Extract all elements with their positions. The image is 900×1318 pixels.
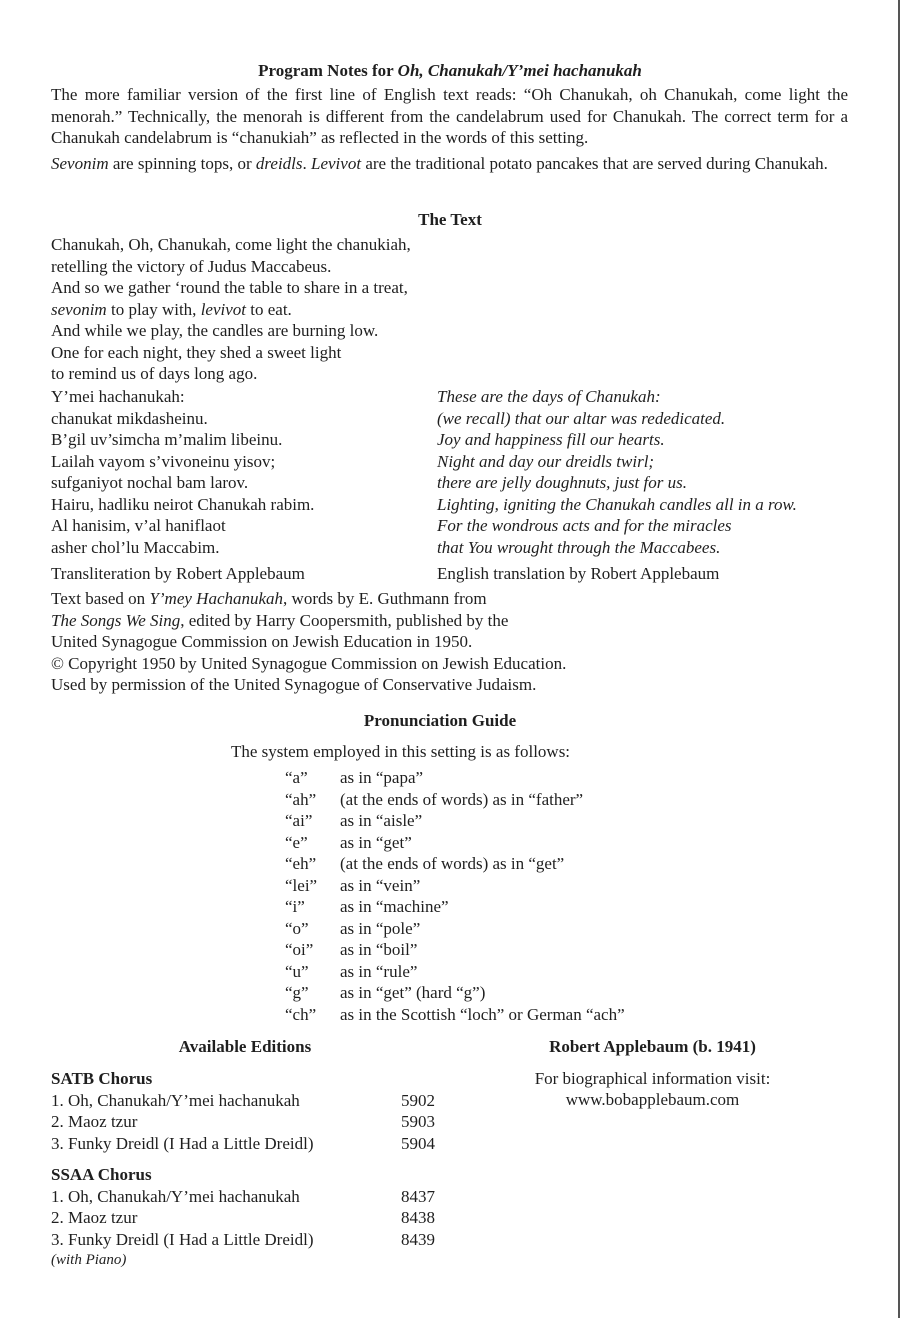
edition-number: 5903 xyxy=(401,1112,435,1131)
edition-row xyxy=(51,1111,451,1133)
pronunciation-key: “g” xyxy=(285,983,309,1002)
source-fragment: , words by E. Guthmann from xyxy=(283,589,487,608)
english-translation xyxy=(437,386,797,558)
hebrew-line: Lailah vayom s’vivoneinu yisov; xyxy=(51,451,276,471)
transliteration-credit: Transliteration by Robert Applebaum xyxy=(51,564,305,583)
word-dreidls: dreidls xyxy=(255,154,303,173)
pronunciation-value: as in “rule” xyxy=(340,961,418,981)
pronunciation-key: “oi” xyxy=(285,940,314,959)
edition-row xyxy=(51,1207,451,1229)
translation-line: Joy and happiness fill our hearts. xyxy=(437,430,665,449)
heading-title: Oh, Chanukah/Y’mei hachanukah xyxy=(397,61,642,80)
translation-line: These are the days of Chanukah: xyxy=(437,387,661,406)
edition-title: 1. Oh, Chanukah/Y’mei hachanukah xyxy=(51,1090,300,1110)
edition-number: 8438 xyxy=(401,1208,435,1227)
pronunciation-row xyxy=(285,896,705,918)
source-line: United Synagogue Commission on Jewish Education in 1950. xyxy=(51,632,473,651)
pronunciation-key: “a” xyxy=(285,768,308,787)
edition-number: 8437 xyxy=(401,1186,435,1206)
pronunciation-row xyxy=(285,961,705,983)
pronunciation-key: “i” xyxy=(285,897,305,916)
editions-heading: Available Editions xyxy=(178,1037,312,1056)
edition-number: 8439 xyxy=(401,1229,435,1249)
notes-paragraph-1: The more familiar version of the first line of English text reads: “Oh Chanukah, oh Chanukah, come light the menorah.” Technically, the menorah is different from the candelabrum used for Chanukah. The correct term for a Chanukah candelabrum is “chanukiah” as reflected in the words of this setting. xyxy=(51,85,848,147)
pronunciation-key: “o” xyxy=(285,918,309,938)
text-heading: The Text xyxy=(418,210,482,229)
hebrew-line: asher chol’lu Maccabim. xyxy=(51,537,220,557)
pronunciation-row xyxy=(285,832,705,854)
pronunciation-value: as in “get” xyxy=(340,832,412,852)
verse-line: Chanukah, Oh, Chanukah, come light the chanukiah, xyxy=(51,235,411,254)
copyright-line: © Copyright 1950 by United Synagogue Commission on Jewish Education. xyxy=(51,653,567,673)
heading-prefix: Program Notes for xyxy=(258,61,398,80)
verse-fragment: to eat. xyxy=(246,299,292,319)
hebrew-line: Hairu, hadliku neirot Chanukah rabim. xyxy=(51,494,315,514)
translation-line: (we recall) that our altar was rededicated. xyxy=(437,408,726,428)
word-sevonim: Sevonim xyxy=(51,154,109,173)
composer-website[interactable]: www.bobapplebaum.com xyxy=(565,1090,740,1109)
pronunciation-value: as in “boil” xyxy=(340,940,418,959)
pronunciation-value: (at the ends of words) as in “get” xyxy=(340,854,565,873)
edition-title: 3. Funky Dreidl (I Had a Little Dreidl) xyxy=(51,1133,314,1153)
pronunciation-value: as in “vein” xyxy=(340,875,421,895)
translation-line: Night and day our dreidls twirl; xyxy=(437,451,655,471)
verse-line: retelling the victory of Judus Maccabeus. xyxy=(51,256,332,276)
pronunciation-row xyxy=(285,853,705,875)
verse-line: And so we gather ‘round the table to share in a treat, xyxy=(51,278,408,297)
composer-bio-label: For biographical information visit: xyxy=(534,1069,771,1088)
ssaa-heading: SSAA Chorus xyxy=(51,1165,152,1184)
edition-title: 3. Funky Dreidl (I Had a Little Dreidl) xyxy=(51,1229,314,1249)
verse-line: And while we play, the candles are burning low. xyxy=(51,321,379,340)
composer-heading: Robert Applebaum (b. 1941) xyxy=(549,1037,756,1056)
pronunciation-key: “e” xyxy=(285,832,308,852)
translation-credit: English translation by Robert Applebaum xyxy=(437,564,720,583)
verse-line: One for each night, they shed a sweet light xyxy=(51,342,342,362)
hebrew-line: sufganiyot nochal bam larov. xyxy=(51,473,249,492)
hebrew-line: B’gil uv’simcha m’malim libeinu. xyxy=(51,430,283,449)
edition-row xyxy=(51,1229,451,1251)
source-line xyxy=(51,610,566,632)
pronunciation-row xyxy=(285,767,705,789)
para2-text-2: . xyxy=(302,154,312,173)
word-levivot: levivot xyxy=(200,299,246,319)
hebrew-transliteration xyxy=(51,386,314,558)
source-title: The Songs We Sing xyxy=(51,610,181,630)
notes-paragraph-2 xyxy=(51,153,848,175)
pronunciation-intro: The system employed in this setting is as follows: xyxy=(231,742,571,761)
pronunciation-value: as in “get” (hard “g”) xyxy=(340,983,486,1002)
edition-title: 2. Maoz tzur xyxy=(51,1208,138,1227)
edition-row xyxy=(51,1133,451,1155)
pronunciation-value: as in the Scottish “loch” or German “ach” xyxy=(340,1004,625,1024)
edition-row xyxy=(51,1090,451,1112)
hebrew-line: Al hanisim, v’al haniflaot xyxy=(51,516,226,535)
source-line xyxy=(51,588,566,610)
program-notes-heading xyxy=(50,60,850,82)
hebrew-line: Y’mei hachanukah: xyxy=(51,387,185,406)
pronunciation-row xyxy=(285,918,705,940)
source-fragment: , edited by Harry Coopersmith, published by the xyxy=(180,610,509,630)
ssaa-note: (with Piano) xyxy=(51,1252,127,1268)
verse-line xyxy=(51,299,411,321)
pronunciation-value: as in “aisle” xyxy=(340,811,423,830)
english-verse xyxy=(51,234,411,385)
pronunciation-row xyxy=(285,810,705,832)
satb-heading: SATB Chorus xyxy=(51,1069,153,1088)
pronunciation-key: “ch” xyxy=(285,1004,317,1024)
para2-text-1: are spinning tops, or xyxy=(108,154,256,173)
pronunciation-row xyxy=(285,982,705,1004)
para2-text-3: are the traditional potato pancakes that are served during Chanukah. xyxy=(361,154,828,173)
pronunciation-table xyxy=(285,767,705,1025)
translation-line: that You wrought through the Maccabees. xyxy=(437,537,721,557)
verse-line: to remind us of days long ago. xyxy=(51,364,258,383)
translation-line: there are jelly doughnuts, just for us. xyxy=(437,473,687,492)
translation-line: For the wondrous acts and for the miracles xyxy=(437,516,732,535)
pronunciation-key: “eh” xyxy=(285,854,317,873)
pronunciation-row xyxy=(285,1004,705,1026)
edition-number: 5904 xyxy=(401,1133,435,1153)
verse-fragment: to play with, xyxy=(106,299,201,319)
pronunciation-key: “lei” xyxy=(285,875,318,895)
pronunciation-key: “ai” xyxy=(285,811,313,830)
edition-row xyxy=(51,1186,451,1208)
pronunciation-key: “ah” xyxy=(285,789,317,809)
ssaa-editions xyxy=(51,1164,451,1272)
pronunciation-value: as in “papa” xyxy=(340,768,424,787)
source-title: Y’mey Hachanukah xyxy=(149,589,284,608)
word-sevonim: sevonim xyxy=(51,299,107,319)
edition-number: 5902 xyxy=(401,1090,435,1110)
word-levivot: Levivot xyxy=(311,154,362,173)
translation-line: Lighting, igniting the Chanukah candles all in a row. xyxy=(437,494,797,514)
pronunciation-value: as in “pole” xyxy=(340,918,421,938)
edition-title: 1. Oh, Chanukah/Y’mei hachanukah xyxy=(51,1186,300,1206)
pronunciation-value: as in “machine” xyxy=(340,897,449,916)
satb-editions xyxy=(51,1068,451,1154)
edition-title: 2. Maoz tzur xyxy=(51,1112,138,1131)
pronunciation-heading: Pronunciation Guide xyxy=(363,711,517,730)
hebrew-line: chanukat mikdasheinu. xyxy=(51,408,208,428)
pronunciation-row xyxy=(285,939,705,961)
pronunciation-value: (at the ends of words) as in “father” xyxy=(340,789,584,809)
pronunciation-row xyxy=(285,789,705,811)
pronunciation-row xyxy=(285,875,705,897)
pronunciation-key: “u” xyxy=(285,961,309,981)
source-fragment: Text based on xyxy=(51,589,150,608)
permission-line: Used by permission of the United Synagogue of Conservative Judaism. xyxy=(51,675,537,694)
source-credits xyxy=(51,588,566,696)
